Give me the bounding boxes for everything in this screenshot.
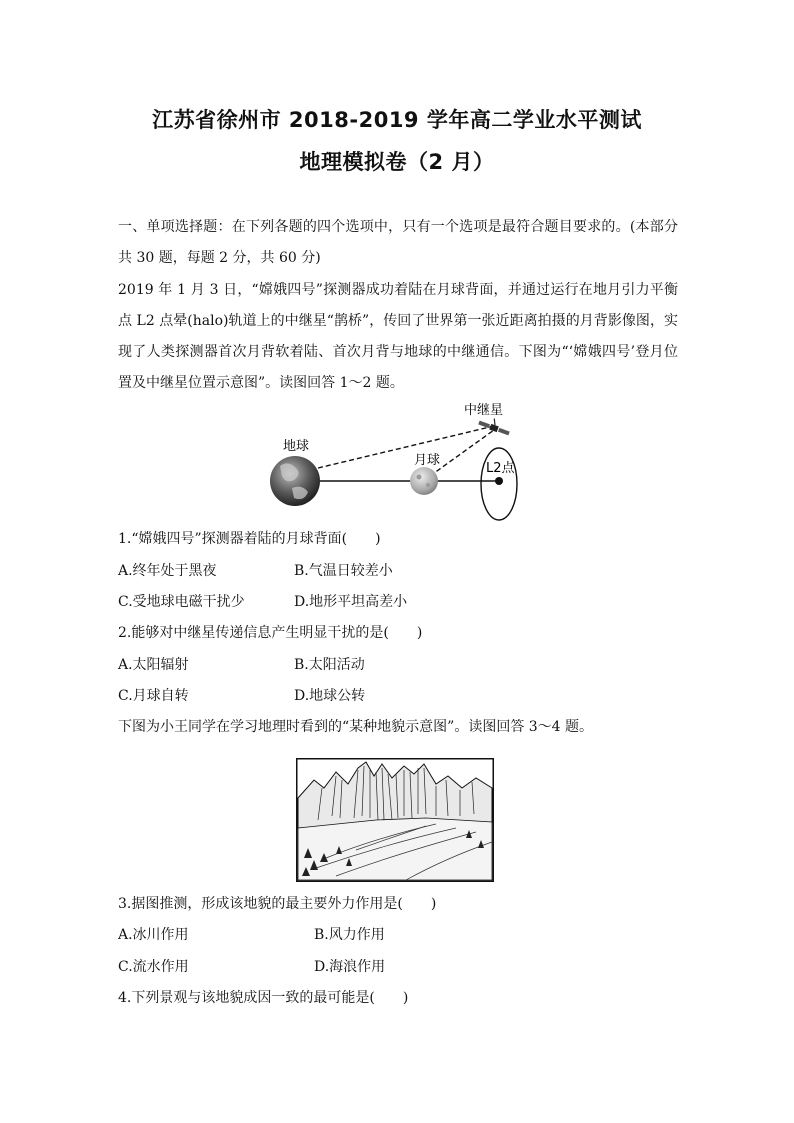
question-1-option-b: B.气温日较差小 xyxy=(294,563,393,579)
question-2-option-a: A.太阳辐射 xyxy=(118,657,189,673)
passage-1: 2019 年 1 月 3 日，“嫦娥四号”探测器成功着陆在月球背面，并通过运行在地月引力平衡点 L2 点晕(halo)轨道上的中继星“鹊桥”，传回了世界第一张近距离拍摄的月背影像图，实现了人类探测器首次月背软着陆、首次月背与地球的中继通信。下图为“‘嫦娥四号’登月位置及中继星位置示意图”。读图回答 1～2 题。 xyxy=(118,282,678,391)
l2-label: L2点 xyxy=(486,461,515,476)
question-3-stem: 3.据图推测，形成该地貌的最主要外力作用是( ) xyxy=(118,896,437,912)
moon-icon xyxy=(410,467,438,495)
earth-globe-icon xyxy=(270,456,320,506)
section-instructions: 一、单项选择题：在下列各题的四个选项中，只有一个选项是最符合题目要求的。(本部分共 30 题，每题 2 分，共 60 分) xyxy=(118,219,678,266)
question-4-stem: 4.下列景观与该地貌成因一致的最可能是( ) xyxy=(118,990,409,1006)
question-2-option-b: B.太阳活动 xyxy=(294,657,365,673)
page-subtitle: 地理模拟卷（2 月） xyxy=(299,150,495,174)
question-3-option-d: D.海浪作用 xyxy=(314,959,386,975)
earth-label: 地球 xyxy=(283,439,310,454)
question-1-option-c: C.受地球电磁干扰少 xyxy=(118,594,245,610)
question-2-option-d: D.地球公转 xyxy=(294,688,366,704)
question-1-stem: 1.“嫦娥四号”探测器着陆的月球背面( ) xyxy=(118,531,381,547)
earth-relay-dashed-line xyxy=(318,426,494,468)
relay-label: 中继星 xyxy=(464,403,504,418)
l2-point xyxy=(495,477,503,485)
passage-2: 下图为小王同学在学习地理时看到的“某种地貌示意图”。读图回答 3～4 题。 xyxy=(118,719,594,735)
question-2-stem: 2.能够对中继星传递信息产生明显干扰的是( ) xyxy=(118,625,423,641)
question-3-option-c: C.流水作用 xyxy=(118,959,189,975)
question-1-option-d: D.地形平坦高差小 xyxy=(294,594,408,610)
question-1-option-a: A.终年处于黑夜 xyxy=(118,563,217,579)
moon-label: 月球 xyxy=(414,453,441,468)
question-3-option-a: A.冰川作用 xyxy=(118,927,189,943)
question-2-option-c: C.月球自转 xyxy=(118,688,189,704)
page-title: 江苏省徐州市 2018-2019 学年高二学业水平测试 xyxy=(152,108,642,132)
landform-sketch-image xyxy=(296,758,494,882)
earth-moon-relay-diagram xyxy=(258,396,538,526)
question-3-option-b: B.风力作用 xyxy=(314,927,385,943)
